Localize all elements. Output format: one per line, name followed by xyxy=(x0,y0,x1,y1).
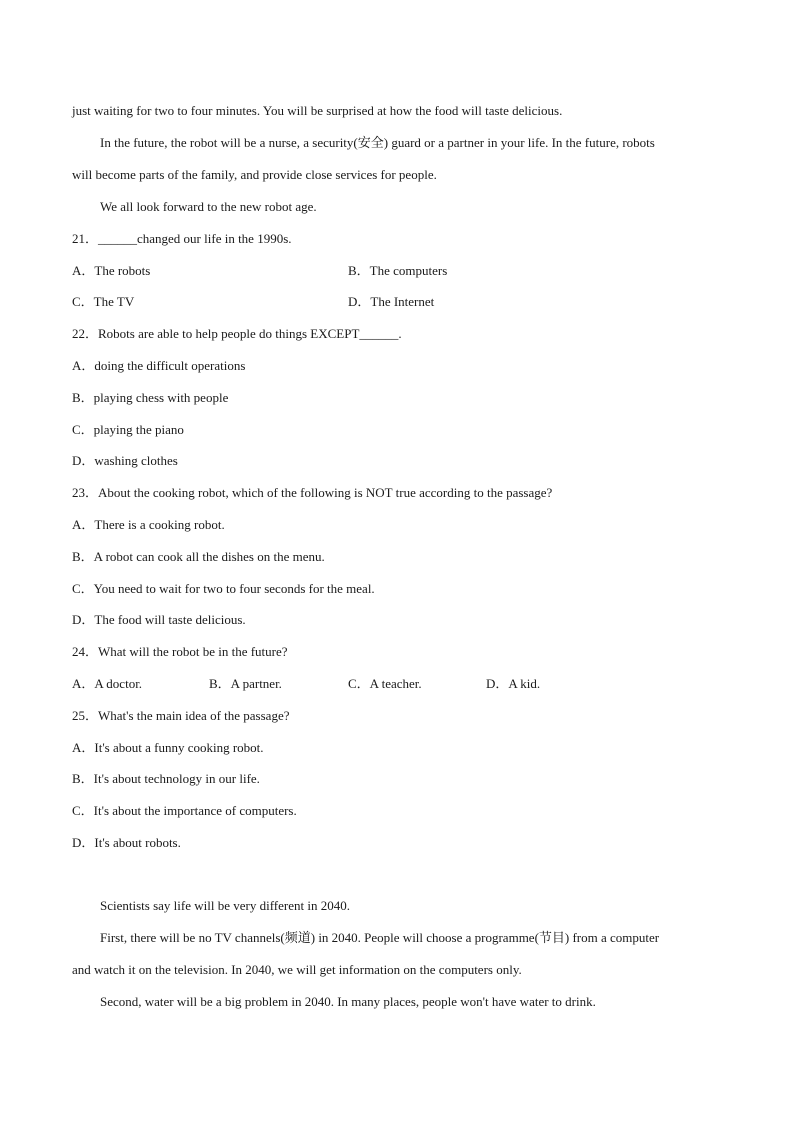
option-c: C．You need to wait for two to four seconds for the meal. xyxy=(72,581,375,596)
option-d: D．It's about robots. xyxy=(72,835,181,850)
option-c: C．playing the piano xyxy=(72,422,184,437)
question-stem: 23．About the cooking robot, which of the following is NOT true according to the passage? xyxy=(72,485,553,500)
passage-2-line-1: Scientists say life will be very different in 2040. xyxy=(100,898,350,913)
option-a: A．The robots xyxy=(72,263,151,278)
passage-1-line-3: will become parts of the family, and provide close services for people. xyxy=(72,167,437,182)
option-a: A．A doctor. xyxy=(72,676,143,691)
question-stem: 21．______changed our life in the 1990s. xyxy=(72,231,292,246)
passage-1-line-4: We all look forward to the new robot age. xyxy=(100,199,317,214)
passage-2-line-3: and watch it on the television. In 2040, we will get information on the computers only. xyxy=(72,962,522,977)
option-b: B．The computers xyxy=(348,263,448,278)
option-d: D．washing clothes xyxy=(72,453,178,468)
option-a: A．doing the difficult operations xyxy=(72,358,246,373)
passage-1-line-2: In the future, the robot will be a nurse, a security(安全) guard or a partner in your life. In the future, robots xyxy=(100,135,655,150)
option-c: C．It's about the importance of computers. xyxy=(72,803,297,818)
passage-2-line-4: Second, water will be a big problem in 2040. In many places, people won't have water to drink. xyxy=(100,994,596,1009)
option-c: C．A teacher. xyxy=(348,676,422,691)
option-d: D．The food will taste delicious. xyxy=(72,612,246,627)
option-b: B．A partner. xyxy=(209,676,282,691)
question-stem: 25．What's the main idea of the passage? xyxy=(72,708,290,723)
option-b: B．playing chess with people xyxy=(72,390,229,405)
option-a: A．There is a cooking robot. xyxy=(72,517,225,532)
option-d: D．A kid. xyxy=(486,676,541,691)
option-c: C．The TV xyxy=(72,294,135,309)
passage-2-line-2: First, there will be no TV channels(频道) in 2040. People will choose a programme(节目) from a computer xyxy=(100,930,660,945)
question-stem: 24．What will the robot be in the future? xyxy=(72,644,288,659)
passage-1-line-1: just waiting for two to four minutes. You will be surprised at how the food will taste delicious. xyxy=(72,103,563,118)
option-b: B．It's about technology in our life. xyxy=(72,771,260,786)
option-b: B．A robot can cook all the dishes on the menu. xyxy=(72,549,325,564)
option-a: A．It's about a funny cooking robot. xyxy=(72,740,264,755)
option-d: D．The Internet xyxy=(348,294,435,309)
question-stem: 22．Robots are able to help people do things EXCEPT______. xyxy=(72,326,402,341)
